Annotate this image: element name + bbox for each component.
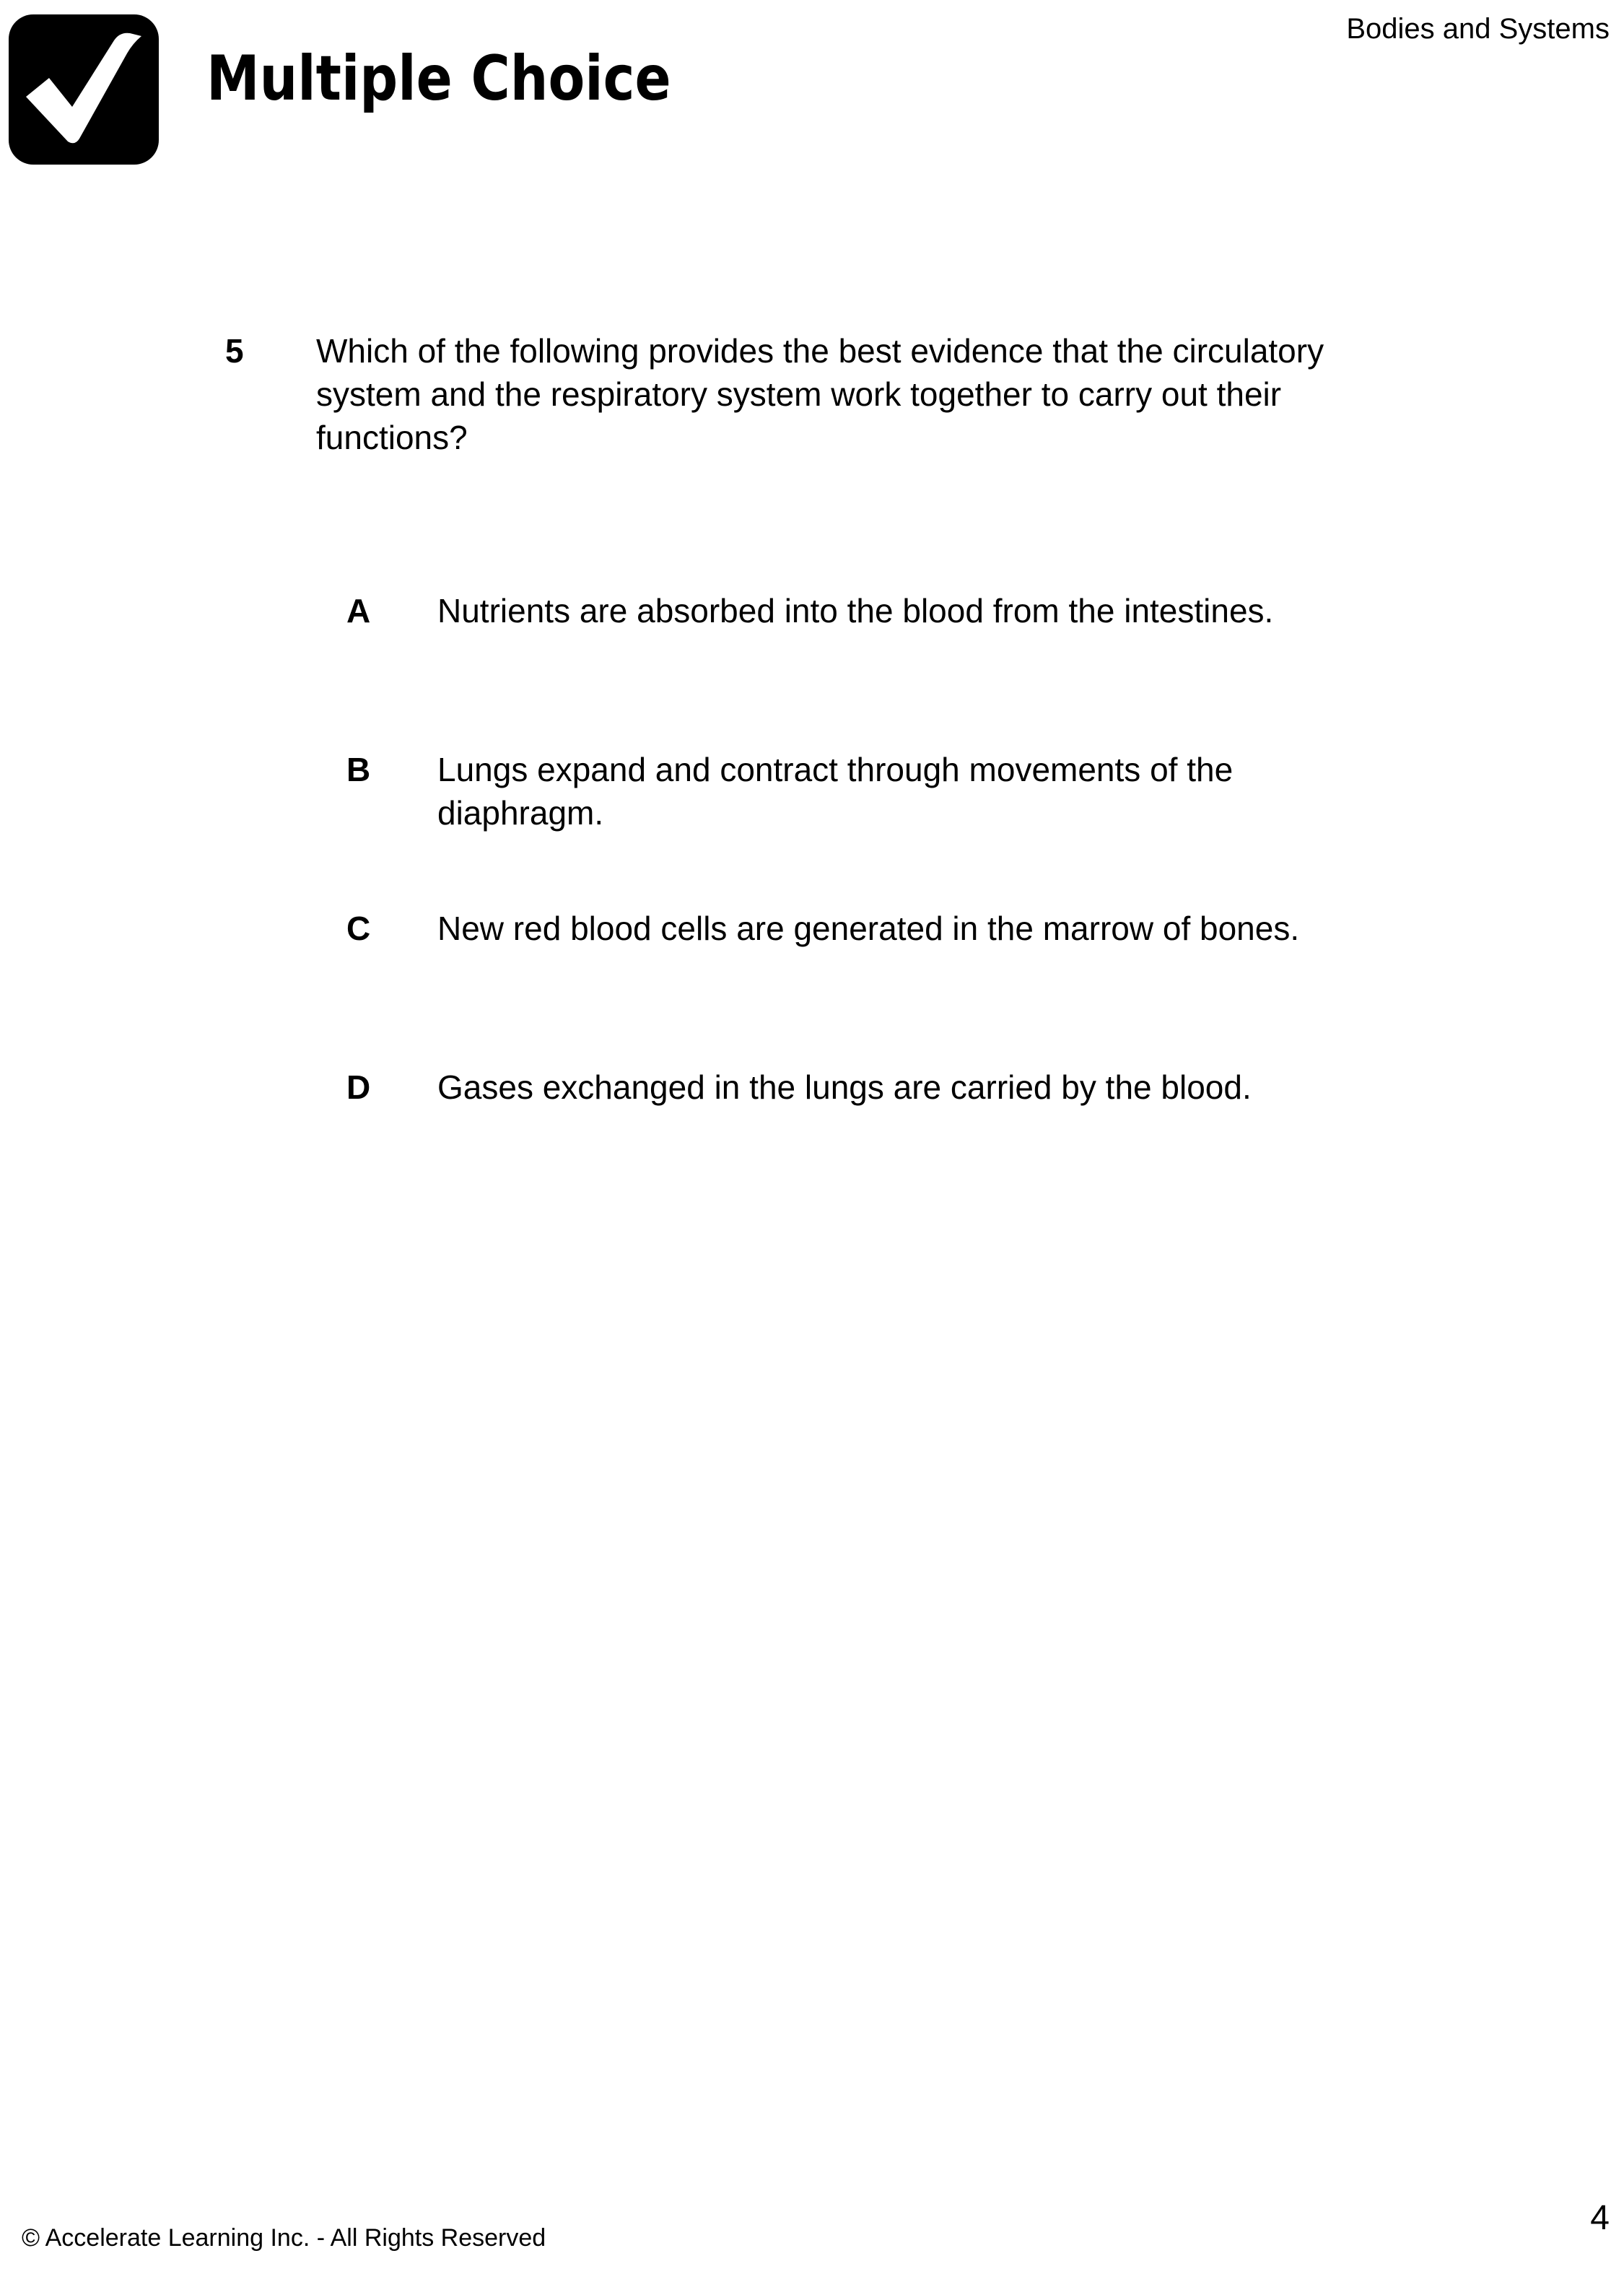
option-letter: B [346, 751, 371, 788]
checkmark-icon [6, 12, 162, 167]
page-number: 4 [1590, 2199, 1610, 2237]
question-text: Which of the following provides the best evidence that the circulatory system and the respiratory system work together to carry out their functions? [316, 332, 1324, 456]
footer-copyright: © Accelerate Learning Inc. - All Rights Reserved [22, 2224, 546, 2252]
header-subject: Bodies and Systems [1346, 13, 1610, 45]
question-number: 5 [225, 332, 244, 370]
section-title: Multiple Choice [206, 43, 671, 115]
option-letter: A [346, 592, 371, 630]
option-text: New red blood cells are generated in the marrow of bones. [437, 910, 1300, 947]
option-letter: D [346, 1068, 371, 1106]
option-text: Nutrients are absorbed into the blood from the intestines. [437, 592, 1274, 630]
option-text: Lungs expand and contract through movements of the diaphragm. [437, 751, 1234, 832]
option-letter: C [346, 910, 371, 947]
option-text: Gases exchanged in the lungs are carried by the blood. [437, 1068, 1252, 1106]
